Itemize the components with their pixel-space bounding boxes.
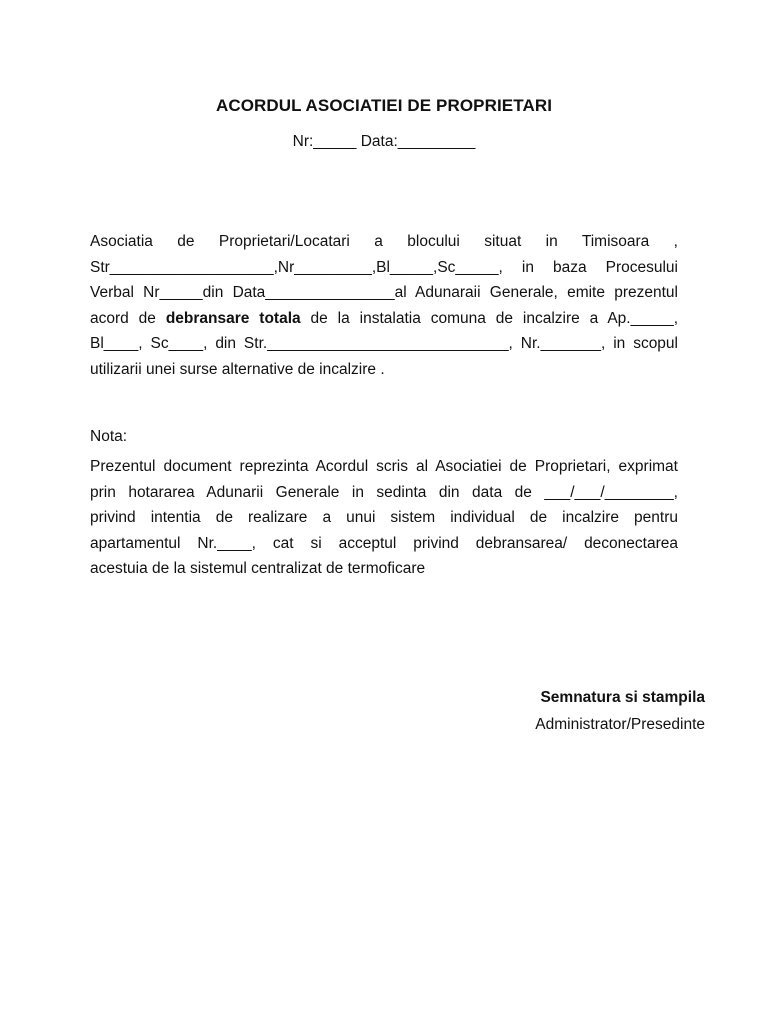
nota-line: prin hotararea Adunarii Generale in sedinta din data de ___/___/________,: [90, 483, 678, 501]
nota-paragraph: [90, 454, 678, 582]
document-title: ACORDUL ASOCIATIEI DE PROPRIETARI: [215, 96, 553, 115]
intro-line: Asociatia de Proprietari/Locatari a blocului situat in Timisoara ,: [90, 233, 678, 250]
intro-line: utilizarii unei surse alternative de incalzire .: [90, 360, 385, 378]
intro-line: Str___________________,Nr_________,Bl_____,Sc_____, in baza Procesului: [90, 258, 678, 276]
nota-line: acestuia de la sistemul centralizat de termoficare: [90, 560, 426, 577]
intro-line: Bl____, Sc____, din Str.____________________________, Nr._______, in scopul: [90, 335, 678, 352]
document-number-date: Nr:_____ Data:_________: [292, 133, 476, 150]
signature-label: Semnatura si stampila: [540, 689, 705, 706]
intro-line: [90, 306, 678, 332]
intro-line: Verbal Nr_____din Data_______________al Adunaraii Generale, emite prezentul: [90, 284, 678, 301]
nota-line: privind intentia de realizare a unui sistem individual de incalzire pentru: [90, 509, 678, 526]
intro-text: de la instalatia comuna de incalzire a Ap._____,: [300, 309, 678, 327]
nota-heading: Nota:: [90, 428, 128, 445]
signature-role: Administrator/Presedinte: [535, 716, 705, 733]
intro-text: acord de: [90, 309, 166, 327]
intro-bold-text: debransare totala: [165, 309, 301, 327]
nota-line: Prezentul document reprezinta Acordul scris al Asociatiei de Proprietari, exprimat: [90, 458, 678, 475]
intro-paragraph: [90, 229, 678, 382]
nota-line: apartamentul Nr.____, cat si acceptul privind debransarea/ deconectarea: [90, 534, 678, 552]
